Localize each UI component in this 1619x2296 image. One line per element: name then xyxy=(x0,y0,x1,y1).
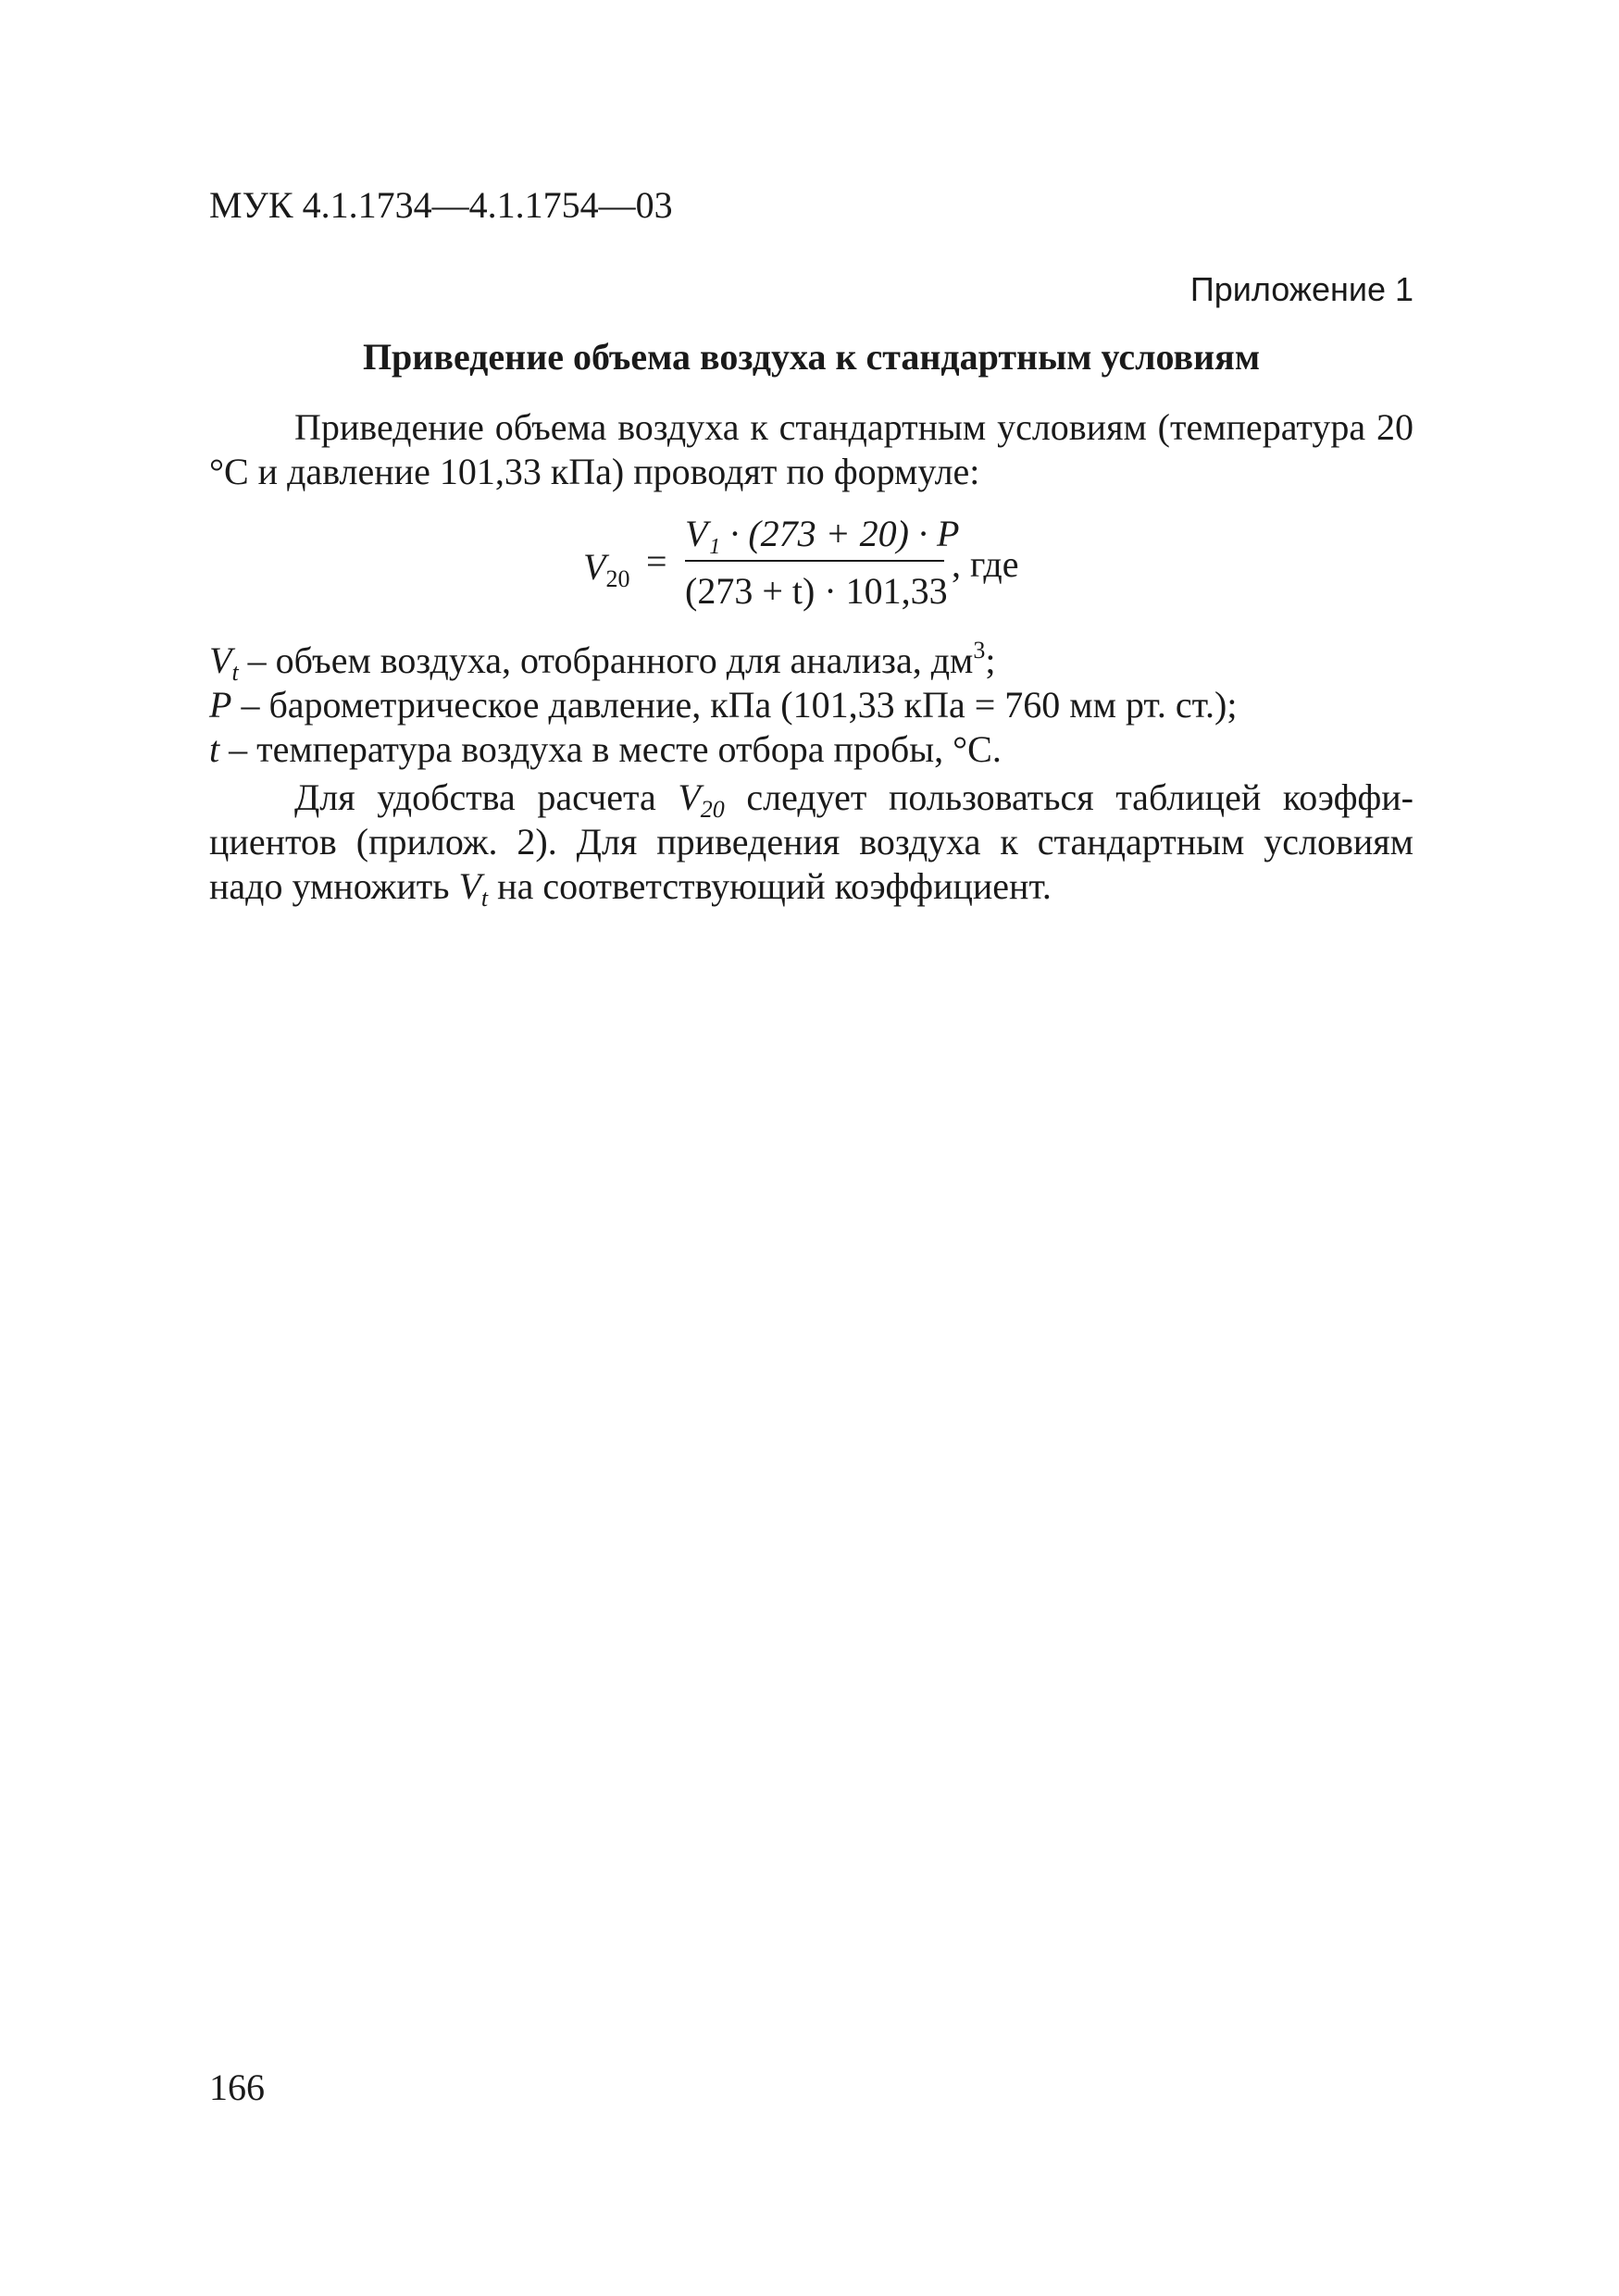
closing-part-2: следует пользоваться таблицей коэффи-циентов (прилож. 2). Для приведения воздуха к стандартным условиям надо умножить xyxy=(209,776,1414,907)
page-number: 166 xyxy=(209,2066,265,2108)
definition-symbol: t xyxy=(209,728,220,770)
fraction-bar xyxy=(685,560,944,562)
formula-numerator: V₁ · (273 + 20) · P xyxy=(685,513,960,554)
intro-line-1: Приведение объема воздуха к стандартным условиям (температура xyxy=(294,406,1366,448)
closing-vt-sub: t xyxy=(480,885,489,912)
formula-denominator: (273 + t) · 101,33 xyxy=(685,570,948,612)
definition-symbol: P xyxy=(209,684,232,726)
definitions-list xyxy=(209,639,1414,772)
formula-lhs-var: V xyxy=(583,546,606,588)
definition-symbol: V xyxy=(209,639,232,681)
formula-lhs-sub: 20 xyxy=(605,565,630,592)
definition-sup: 3 xyxy=(973,637,986,664)
definition-text: – барометрическое давление, кПа (101,33 кПа = 760 мм рт. ст.); xyxy=(231,684,1238,726)
intro-line-2: 20 °С и давление 101,33 кПа) проводят по формуле: xyxy=(209,406,1414,492)
definition-end: ; xyxy=(985,639,996,681)
definition-t xyxy=(209,727,1414,772)
section-title: Приведение объема воздуха к стандартным условиям xyxy=(362,336,1261,378)
definition-vt xyxy=(209,637,1414,686)
appendix-label: Приложение 1 xyxy=(1189,270,1414,308)
closing-part-3: на соответствующий коэффициент. xyxy=(488,865,1052,907)
closing-paragraph xyxy=(209,776,1414,912)
intro-paragraph xyxy=(209,405,1414,494)
formula-tail: , где xyxy=(952,543,1019,585)
formula-equals: = xyxy=(646,540,667,582)
definition-text: – температура воздуха в месте отбора пробы, °С. xyxy=(219,728,1002,770)
definition-symbol-sub: t xyxy=(231,659,239,686)
definition-p xyxy=(209,683,1414,727)
volume-formula xyxy=(583,512,1102,632)
formula-lhs xyxy=(583,545,630,592)
definition-text: – объем воздуха, отобранного для анализа, дм xyxy=(238,639,974,681)
document-code-header: МУК 4.1.1734—4.1.1754—03 xyxy=(209,184,673,226)
closing-v20-sub: 20 xyxy=(700,796,725,823)
closing-vt: V xyxy=(458,865,481,907)
closing-v20: V xyxy=(678,776,701,818)
closing-part-1: Для удобства расчета xyxy=(294,776,679,818)
